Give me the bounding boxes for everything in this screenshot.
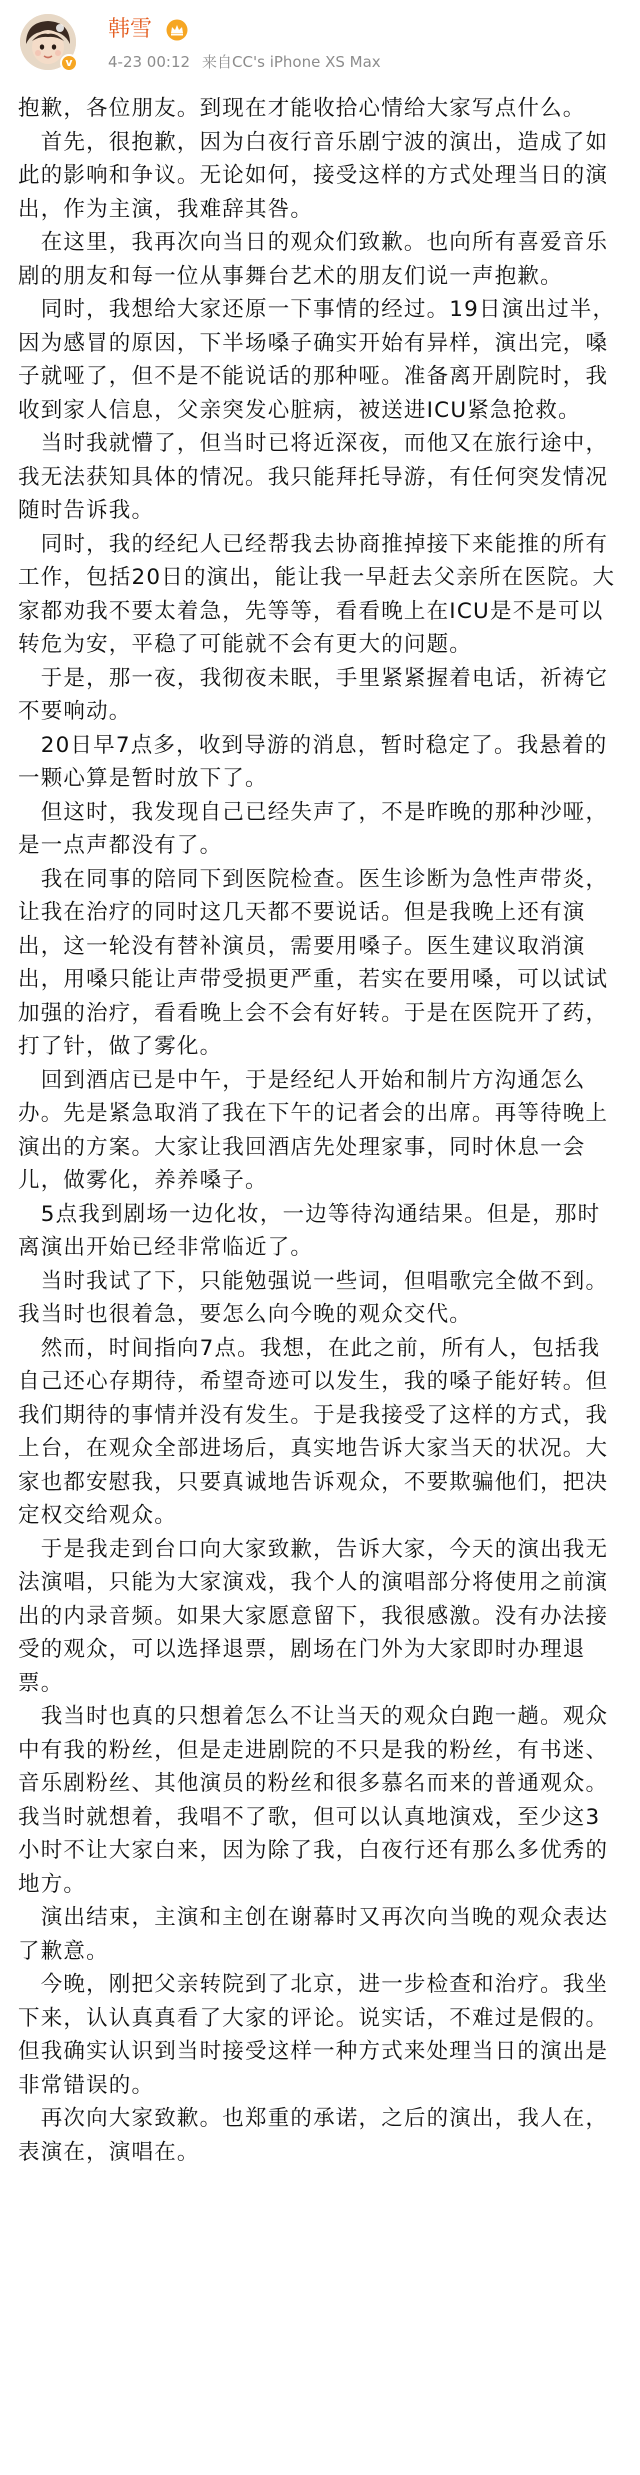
post-paragraph: 我在同事的陪同下到医院检查。医生诊断为急性声带炎，让我在治疗的同时这几天都不要说话。但是我晚上还有演出，这一轮没有替补演员，需要用嗓子。医生建议取消演出，用嗓只能让声带受损更严重，若实在要用嗓，可以试试加强的治疗，看看晚上会不会有好转。于是在医院开了药，打了针，做了雾化。: [18, 866, 609, 1059]
vip-verified-icon: v: [60, 54, 78, 72]
post-paragraph: 在这里，我再次向当日的观众们致歉。也向所有喜爱音乐剧的朋友和每一位从事舞台艺术的朋友们说一声抱歉。: [18, 230, 609, 289]
post-paragraph: 于是，那一夜，我彻夜未眠，手里紧紧握着电话，祈祷它不要响动。: [18, 665, 609, 724]
user-name[interactable]: 韩雪: [108, 17, 153, 42]
post-paragraph: 今晚，刚把父亲转院到了北京，进一步检查和治疗。我坐下来，认认真真看了大家的评论。说实话，不难过是假的。但我确实认识到当时接受这样一种方式来处理当日的演出是非常错误的。: [18, 1972, 609, 2098]
post-paragraph: 我当时也真的只想着怎么不让当天的观众白跑一趟。观众中有我的粉丝，但是走进剧院的不只是我的粉丝，有书迷、音乐剧粉丝、其他演员的粉丝和很多慕名而来的普通观众。我当时就想着，我唱不了歌，但可以认真地演戏，至少这3小时不让大家白来，因为除了我，白夜行还有那么多优秀的地方。: [18, 1704, 609, 1897]
post-paragraph: 演出结束，主演和主创在谢幕时又再次向当晚的观众表达了歉意。: [18, 1905, 609, 1964]
post-paragraph: 20日早7点多，收到导游的消息，暂时稳定了。我悬着的一颗心算是暂时放下了。: [18, 732, 608, 791]
post-paragraph: 然而，时间指向7点。我想，在此之前，所有人，包括我自己还心存期待，希望奇迹可以发生，我的嗓子能好转。但我们期待的事情并没有发生。于是我接受了这样的方式，我上台，在观众全部进场后，真实地告诉大家当天的状况。大家也都安慰我，只要真诚地告诉观众，不要欺骗他们，把决定权交给观众。: [18, 1335, 609, 1528]
post-paragraph: 抱歉，各位朋友。到现在才能收拾心情给大家写点什么。: [18, 96, 586, 121]
post-paragraph: 5点我到剧场一边化妆，一边等待沟通结果。但是，那时离演出开始已经非常临近了。: [18, 1201, 601, 1260]
post-meta: [108, 52, 381, 72]
post-paragraph: 当时我试了下，只能勉强说一些词，但唱歌完全做不到。我当时也很着急，要怎么向今晚的观众交代。: [18, 1268, 609, 1327]
post-paragraph: 于是我走到台口向大家致歉，告诉大家，今天的演出我无法演唱，只能为大家演戏，我个人的演唱部分将使用之前演出的内录音频。如果大家愿意留下，我很感激。没有办法接受的观众，可以选择退票，剧场在门外为大家即时办理退票。: [18, 1536, 609, 1696]
post-source[interactable]: 来自CC's iPhone XS Max: [202, 53, 381, 71]
post-paragraph: 但这时，我发现自己已经失声了，不是昨晚的那种沙哑，是一点声都没有了。: [18, 799, 609, 858]
post-paragraph: 回到酒店已是中午，于是经纪人开始和制片方沟通怎么办。先是紧急取消了我在下午的记者会的出席。再等待晚上演出的方案。大家让我回酒店先处理家事，同时休息一会儿，做雾化，养养嗓子。: [18, 1067, 609, 1193]
post-paragraph: 首先，很抱歉，因为白夜行音乐剧宁波的演出，造成了如此的影响和争议。无论如何，接受这样的方式处理当日的演出，作为主演，我难辞其咎。: [18, 129, 609, 222]
post-paragraph: 同时，我想给大家还原一下事情的经过。19日演出过半，因为感冒的原因，下半场嗓子确实开始有异样，演出完，嗓子就哑了，但不是不能说话的那种哑。准备离开剧院时，我收到家人信息，父亲突发心脏病，被送进ICU紧急抢救。: [18, 297, 616, 423]
post-paragraph: 当时我就懵了，但当时已将近深夜，而他又在旅行途中，我无法获知具体的情况。我只能拜托导游，有任何突发情况随时告诉我。: [18, 431, 609, 523]
post-content: [0, 92, 640, 2169]
post-paragraph: 再次向大家致歉。也郑重的承诺，之后的演出，我人在，表演在，演唱在。: [18, 2106, 609, 2165]
post-header: [0, 0, 640, 92]
post-paragraph: 同时，我的经纪人已经帮我去协商推掉接下来能推的所有工作，包括20日的演出，能让我一早赶去父亲所在医院。大家都劝我不要太着急，先等等，看看晚上在ICU是不是可以转危为安，平稳了可能就不会有更大的问题。: [18, 531, 616, 657]
post-timestamp: 4-23 00:12: [108, 53, 191, 71]
